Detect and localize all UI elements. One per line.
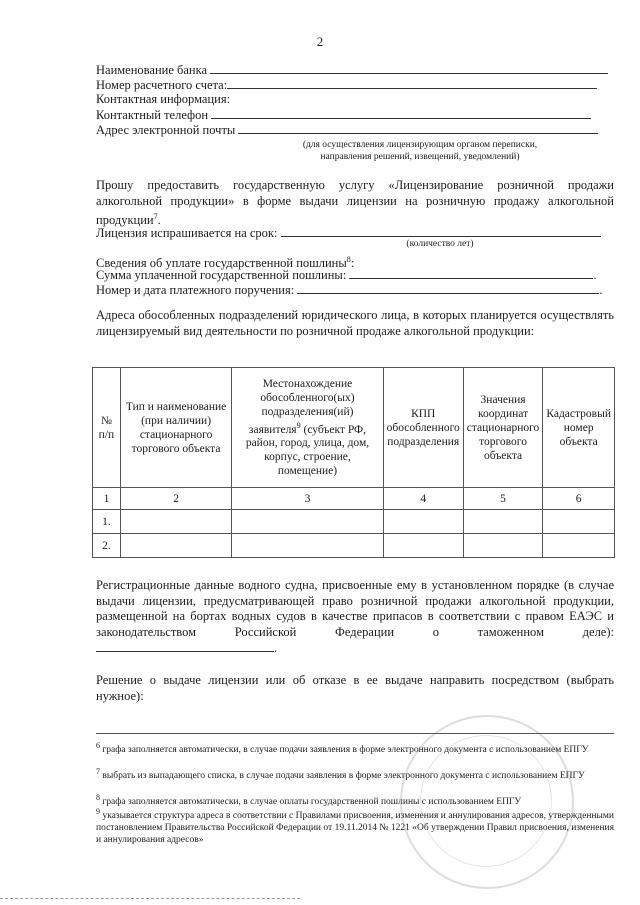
- footnote-text: графа заполняется автоматически, в случае оплаты государственной пошлины с использованием ЕПГУ: [102, 797, 522, 808]
- table-cell[interactable]: [232, 534, 383, 558]
- footnote-number: 6: [96, 741, 100, 750]
- col-number: 2: [120, 488, 231, 510]
- header-location-sup: 9: [296, 420, 301, 430]
- table-cell[interactable]: [463, 510, 543, 534]
- account-field: [96, 77, 597, 93]
- page-edge-line: [0, 898, 300, 899]
- bank-field: [96, 62, 608, 78]
- decision-paragraph: Решение о выдаче лицензии или об отказе в ее выдаче направить посредством (выбрать нужное):: [96, 673, 614, 703]
- row-number: 2.: [93, 534, 121, 558]
- period-note: (количество лет): [406, 239, 474, 249]
- table-header-row: [93, 368, 615, 488]
- header-cadastral: Кадастровый номер объекта: [543, 368, 615, 488]
- period-label: Лицензия испрашивается на срок:: [96, 226, 278, 240]
- footnote-text: указывается структура адреса в соответствии с Правилами присвоения, изменения и аннулирования адресов, утвержденными постановлением Правительства Российской Федерации от 19.11.2014 № 1221 «Об утверждении Правил присвоения, изменения и аннулирования адресов»: [96, 811, 614, 846]
- table-cell[interactable]: [543, 534, 615, 558]
- payment-label: Номер и дата платежного поручения:: [96, 283, 295, 297]
- fee-amount-field: Сумма уплаченной государственной пошлины: .: [96, 268, 597, 282]
- table-cell[interactable]: [383, 534, 463, 558]
- account-input-line[interactable]: [227, 77, 597, 89]
- addresses-table: [92, 367, 615, 558]
- footnote-text: графа заполняется автоматически, в случае подачи заявления в форме электронного документа с использованием ЕПГУ: [102, 745, 589, 756]
- period-field: [96, 225, 601, 241]
- table-row: [93, 510, 615, 534]
- page-number: 2: [316, 34, 324, 49]
- col-number: 6: [543, 488, 615, 510]
- table-cell[interactable]: [120, 510, 231, 534]
- header-number: № п/п: [93, 368, 121, 488]
- email-input-line[interactable]: [238, 122, 598, 134]
- header-kpp: КПП обособленного подразделения: [383, 368, 463, 488]
- email-label: Адрес электронной почты: [96, 123, 236, 137]
- email-note-2: направления решений, извещений, уведомлений): [320, 152, 520, 162]
- fee-header: Сведения об уплате государственной пошлины$^8$:: [96, 255, 355, 271]
- phone-field: [96, 107, 591, 123]
- footnote-number: 9: [96, 807, 100, 816]
- contact-label: Контактная информация:: [96, 92, 231, 106]
- table-cell[interactable]: [463, 534, 543, 558]
- contact-field: [96, 92, 230, 107]
- footnote-number: 8: [96, 793, 100, 802]
- email-note-1: (для осуществления лицензирующим органом переписки,: [302, 140, 538, 150]
- col-number: 3: [232, 488, 383, 510]
- fee-header-sup: 8: [346, 255, 351, 264]
- table-cell[interactable]: [383, 510, 463, 534]
- request-text: Прошу предоставить государственную услугу «Лицензирование розничной продажи алкогольной продукции» в форме выдачи лицензии на розничную продажу алкогольной продукции: [96, 178, 614, 228]
- table-row: [93, 534, 615, 558]
- col-number: 4: [383, 488, 463, 510]
- fee-amount-label: Сумма уплаченной государственной пошлины:: [96, 268, 347, 282]
- account-label: Номер расчетного счета:: [96, 78, 228, 92]
- fee-header-text: Сведения об уплате государственной пошлины: [96, 256, 347, 271]
- phone-label: Контактный телефон: [96, 108, 209, 122]
- header-location: [232, 368, 383, 488]
- vessel-paragraph: Регистрационные данные водного судна, присвоенные ему в установленном порядке (в случае выдачи лицензии, предусматривающей право розничной продажи алкогольной продукции, размещенной на бортах водных судов в качестве припасов в соответствии с правом ЕАЭС и законодательством Российской Федерации о таможенном деле):.: [96, 578, 614, 655]
- phone-input-line[interactable]: [211, 107, 591, 119]
- table-cell[interactable]: [232, 510, 383, 534]
- payment-field: Номер и дата платежного поручения: .: [96, 283, 603, 297]
- header-type: Тип и наименование (при наличии) стационарного торгового объекта: [120, 368, 231, 488]
- header-coordinates: Значения координат стационарного торгового объекта: [463, 368, 543, 488]
- vessel-input-line[interactable]: [96, 640, 274, 652]
- col-number: 1: [93, 488, 121, 510]
- seal-stamp-inner: [420, 735, 552, 867]
- payment-input-line[interactable]: [297, 282, 599, 294]
- addresses-intro: Адреса обособленных подразделений юридического лица, в которых планируется осуществлять лицензируемый вид деятельности по розничной продаже алкогольной продукции:: [96, 308, 614, 338]
- request-paragraph: Прошу предоставить государственную услугу «Лицензирование розничной продажи алкогольной продукции» в форме выдачи лицензии на розничную продажу алкогольной продукции$^7$.: [96, 178, 614, 228]
- bank-label: Наименование банка: [96, 63, 208, 77]
- period-input-line[interactable]: [281, 225, 601, 237]
- header-location-text: Местонахождение обособленного(ых) подразделения(ий) заявителя: [248, 377, 355, 436]
- request-sup: 7: [153, 212, 158, 221]
- table-numbers-row: [93, 488, 615, 510]
- bank-input-line[interactable]: [210, 62, 608, 74]
- row-number: 1.: [93, 510, 121, 534]
- footnote-number: 7: [96, 767, 100, 776]
- footnote-text: выбрать из выпадающего списка, в случае подачи заявления в форме электронного документа с использованием ЕПГУ: [102, 771, 585, 782]
- fee-amount-input-line[interactable]: [349, 267, 593, 279]
- table-cell[interactable]: [120, 534, 231, 558]
- header-location-extra: (субъект РФ, район, город, улица, дом, корпус, строение, помещение): [245, 423, 370, 478]
- email-field: [96, 122, 598, 138]
- col-number: 5: [463, 488, 543, 510]
- vessel-text: Регистрационные данные водного судна, присвоенные ему в установленном порядке (в случае выдачи лицензии, предусматривающей право розничной продажи алкогольной продукции, размещенной на бортах водных судов в качестве припасов в соответствии с правом ЕАЭС и законодательством Российской Федерации о таможенном деле):: [96, 578, 614, 639]
- table-cell[interactable]: [543, 510, 615, 534]
